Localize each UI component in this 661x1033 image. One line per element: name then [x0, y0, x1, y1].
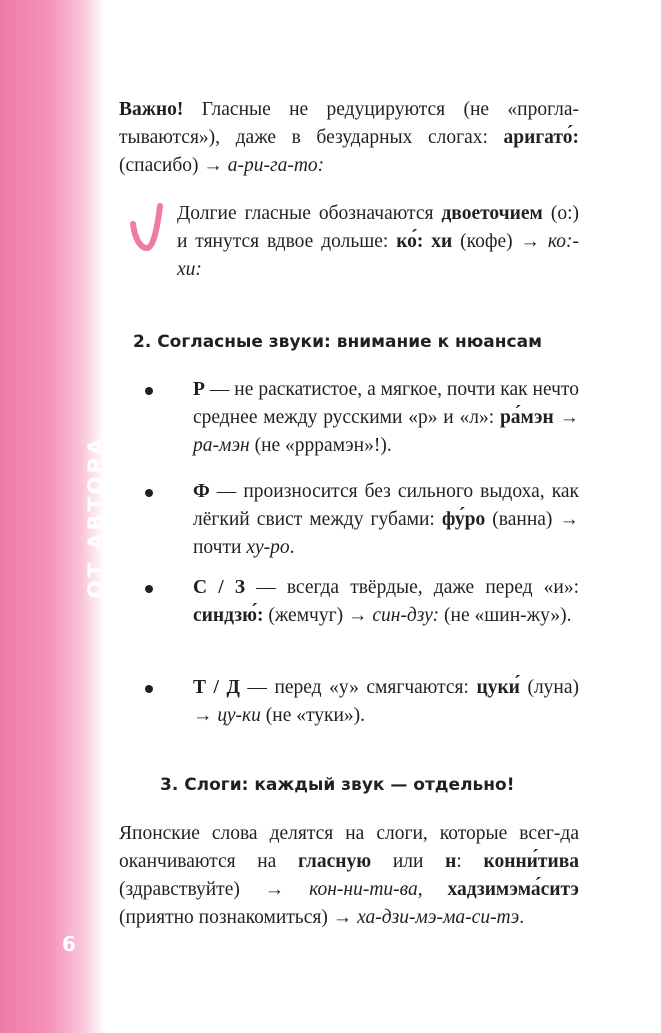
paragraph-text: (здравствуйте) →: [119, 879, 310, 900]
text: →: [553, 407, 580, 428]
note-text: Долгие гласные обозначаются: [177, 203, 442, 224]
pronunciation: син-дзу:: [372, 605, 440, 626]
list-item-text: [193, 574, 579, 630]
term: цуки́: [476, 677, 520, 698]
text: (не «ррpамэн»!).: [249, 435, 392, 456]
note-text: (о:) и тянутся вдвое дольше:: [177, 203, 579, 252]
text: (луна) →: [193, 677, 580, 726]
pronunciation: ра-мэн: [193, 435, 250, 456]
important-label: Важно!: [119, 99, 184, 120]
text: (не «туки»).: [260, 705, 366, 726]
heading-consonants: 2. Согласные звуки: внимание к нюансам: [133, 332, 542, 352]
paragraph-vowels: [119, 96, 579, 180]
pronunciation: цу-ки: [217, 705, 261, 726]
note-long-vowels: [177, 200, 579, 284]
text: .: [289, 537, 295, 558]
paragraph-text: (спасибо) →: [119, 155, 228, 176]
text: (ванна) → почти: [193, 509, 579, 558]
bullet-icon: [145, 585, 153, 593]
text: — произносится без сильного выдоха, как лёгкий свист между губами:: [193, 481, 579, 530]
bullet-icon: [145, 387, 153, 395]
pronunciation: кон-ни-ти-ва: [309, 879, 418, 900]
bullet-icon: [145, 489, 153, 497]
paragraph-text: Японские слова делятся на слоги, которые всег-да оканчиваются на: [119, 823, 579, 872]
term: фу́ро: [441, 509, 486, 530]
letter: Ф: [193, 481, 210, 502]
list-item-text: [193, 376, 579, 460]
list-item-text: [193, 674, 579, 730]
pronunciation: а-ри-га-то:: [227, 155, 325, 176]
bold-word: н: [445, 851, 457, 872]
term: синдзю́:: [193, 605, 264, 626]
pronunciation: ко:-хи:: [177, 231, 579, 280]
text: — всегда твёрдые, даже перед «и»:: [245, 577, 579, 598]
term: ко́: хи: [396, 231, 453, 252]
text: — перед «у» смягчаются:: [239, 677, 477, 698]
paragraph-text: .: [519, 907, 525, 928]
letter: Т / Д: [193, 677, 240, 698]
letter: Р: [193, 379, 205, 400]
list-item-text: [193, 478, 579, 562]
paragraph-text: или: [371, 851, 446, 872]
pronunciation: ху-ро: [246, 537, 290, 558]
term: хадзимэма́ситэ: [447, 879, 579, 900]
paragraph-text: ,: [417, 879, 448, 900]
paragraph-syllables: [119, 820, 579, 932]
paragraph-text: (приятно познакомиться) →: [119, 907, 358, 928]
pronunciation: ха-дзи-мэ-ма-си-тэ: [357, 907, 520, 928]
letter: С / З: [193, 577, 246, 598]
term: аригато́:: [503, 127, 579, 148]
sidebar: [0, 0, 108, 1033]
paragraph-text: :: [456, 851, 484, 872]
bold-word: гласную: [298, 851, 372, 872]
text: — не раскатистое, а мягкое, почти как нечто среднее между русскими «р» и «л»:: [193, 379, 579, 428]
note-text: (кофе) →: [452, 231, 548, 252]
heading-syllables: 3. Слоги: каждый звук — отдельно!: [160, 775, 515, 795]
bold-word: двоеточием: [441, 203, 543, 224]
checkmark-icon: [127, 200, 167, 256]
page-number: 6: [62, 932, 76, 956]
term: ра́мэн: [499, 407, 554, 428]
text: (жемчуг) →: [263, 605, 373, 626]
term: конни́тива: [483, 851, 580, 872]
section-title: ОТ АВТОРА: [84, 435, 108, 599]
text: (не «шин-жу»).: [439, 605, 572, 626]
bullet-icon: [145, 685, 153, 693]
paragraph-text: Гласные не редуцируются (не «прогла-тываются»), даже в безударных слогах:: [119, 99, 579, 148]
